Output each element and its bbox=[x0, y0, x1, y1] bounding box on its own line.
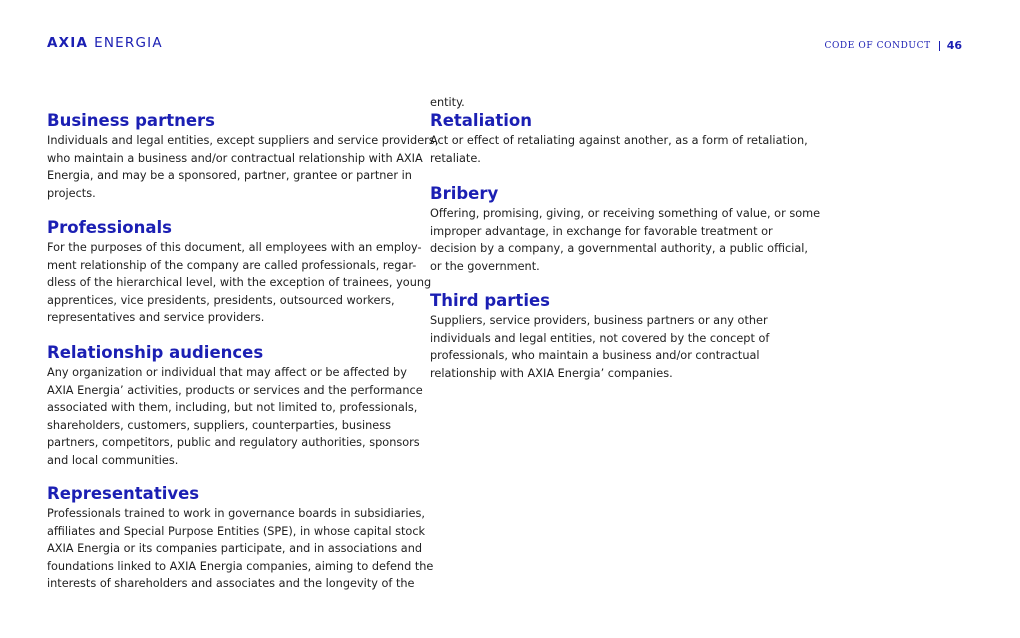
definition-line: apprentices, vice presidents, presidents, outsourced workers, bbox=[47, 293, 395, 307]
term-heading: Relationship audiences bbox=[47, 343, 264, 362]
brand-logo bbox=[47, 35, 163, 51]
term-heading: Representatives bbox=[47, 484, 200, 503]
glossary-entry-retaliation bbox=[430, 110, 808, 167]
term-heading: Bribery bbox=[430, 184, 499, 203]
definition-line: improper advantage, in exchange for favorable treatment or bbox=[430, 224, 773, 238]
term-heading: Business partners bbox=[47, 111, 215, 130]
definition-line: professionals, who maintain a business and/or contractual bbox=[430, 349, 760, 362]
definition-line: AXIA Energia’ activities, products or services and the performance bbox=[47, 383, 423, 397]
continuation-text: entity. bbox=[430, 96, 465, 109]
definition-line: AXIA Energia or its companies participate, and in associations and bbox=[47, 542, 423, 555]
definition-line: Offering, promising, giving, or receiving something of value, or some bbox=[430, 207, 821, 220]
definition-line: For the purposes of this document, all employees with an employ- bbox=[47, 241, 422, 254]
definition-line: or the government. bbox=[430, 259, 540, 273]
header-divider bbox=[939, 41, 940, 51]
term-heading: Third parties bbox=[430, 291, 550, 310]
document-title: CODE OF CONDUCT bbox=[824, 40, 931, 51]
definition-line: Energia, and may be a sponsored, partner, grantee or partner in bbox=[47, 169, 412, 182]
definition-line: shareholders, customers, suppliers, counterparties, business bbox=[47, 418, 391, 432]
glossary-entry-representatives bbox=[47, 483, 433, 593]
definition-line: who maintain a business and/or contractual relationship with AXIA bbox=[47, 151, 423, 165]
definition-line: projects. bbox=[47, 186, 96, 200]
term-heading: Retaliation bbox=[430, 111, 532, 130]
page-number: 46 bbox=[946, 39, 962, 52]
definition-line: and local communities. bbox=[47, 453, 179, 467]
definition-line: partners, competitors, public and regulatory authorities, sponsors bbox=[47, 436, 420, 449]
glossary-entry-professionals bbox=[47, 217, 431, 327]
definition-line: associated with them, including, but not limited to, professionals, bbox=[47, 401, 418, 414]
definition-line: Individuals and legal entities, except suppliers and service providers, bbox=[47, 134, 439, 147]
definition-line: Any organization or individual that may affect or be affected by bbox=[47, 366, 407, 379]
definition-line: retaliate. bbox=[430, 151, 481, 165]
definition-line: ment relationship of the company are called professionals, regar- bbox=[47, 258, 417, 272]
definition-line: interests of shareholders and associates and the longevity of the bbox=[47, 577, 415, 590]
definition-line: Suppliers, service providers, business partners or any other bbox=[430, 314, 768, 327]
glossary-entry-bribery bbox=[430, 183, 820, 275]
running-header bbox=[824, 39, 962, 52]
brand-logo-axia: AXIA bbox=[47, 35, 89, 51]
definition-line: foundations linked to AXIA Energia companies, aiming to defend the bbox=[47, 559, 434, 573]
term-heading: Professionals bbox=[47, 218, 172, 237]
definition-line: individuals and legal entities, not covered by the concept of bbox=[430, 331, 770, 345]
definition-line: Act or effect of retaliating against another, as a form of retaliation, bbox=[430, 134, 808, 147]
glossary-entry-relationship-audiences bbox=[47, 342, 423, 469]
brand-logo-energia: ENERGIA bbox=[94, 35, 163, 51]
glossary-entry-business-partners bbox=[47, 110, 438, 202]
definition-line: relationship with AXIA Energia’ companies. bbox=[430, 366, 673, 380]
definition-line: decision by a company, a governmental authority, a public official, bbox=[430, 242, 808, 255]
definition-line: representatives and service providers. bbox=[47, 311, 265, 324]
glossary-entry-third-parties bbox=[430, 290, 769, 382]
definition-line: dless of the hierarchical level, with the exception of trainees, young bbox=[47, 276, 432, 289]
definition-line: affiliates and Special Purpose Entities (SPE), in whose capital stock bbox=[47, 524, 426, 538]
definition-line: Professionals trained to work in governance boards in subsidiaries, bbox=[47, 507, 425, 520]
